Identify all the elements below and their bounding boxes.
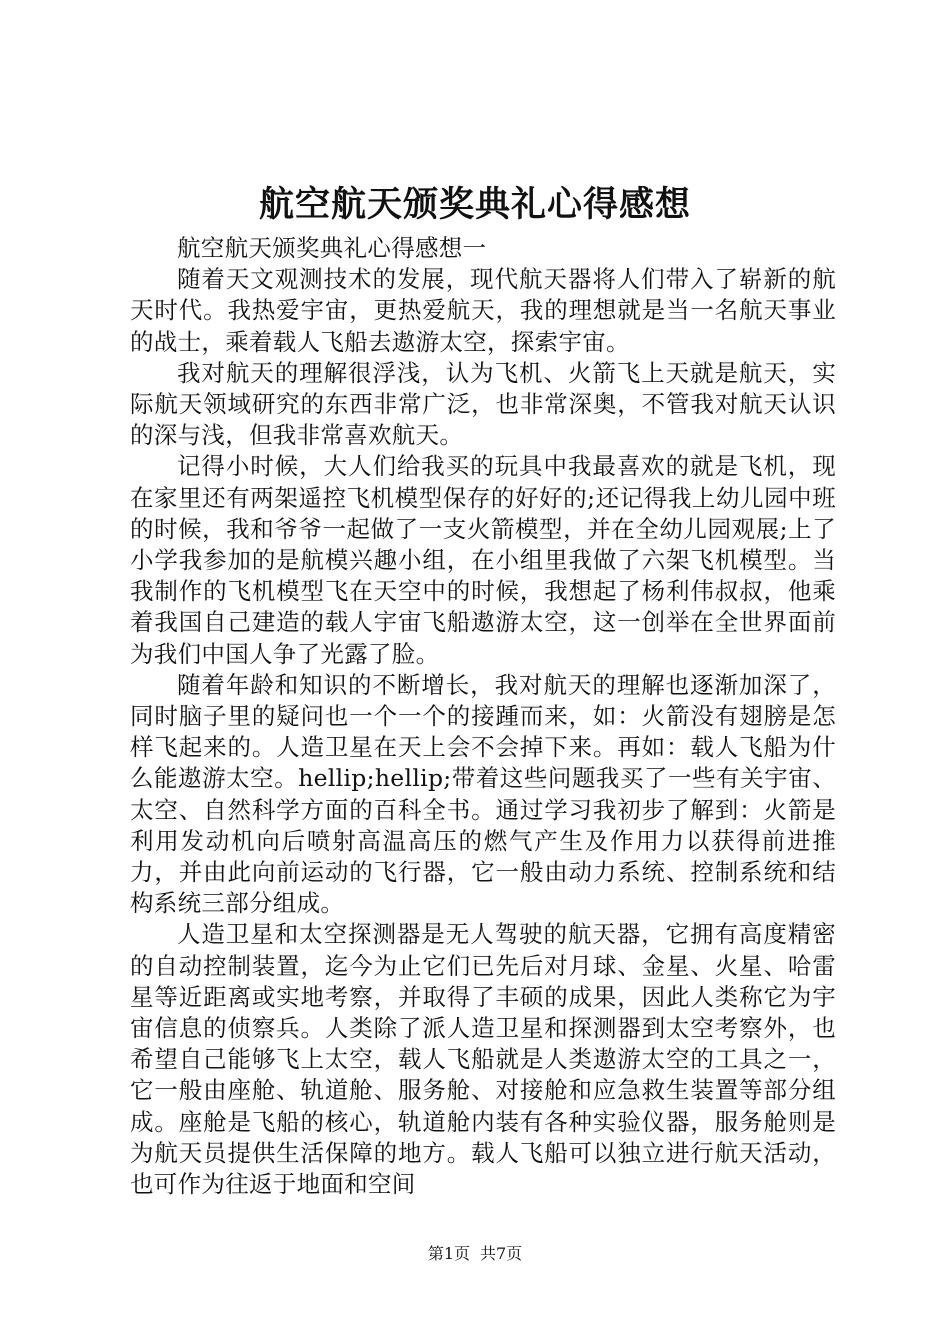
- paragraph: 记得小时候，大人们给我买的玩具中我最喜欢的就是飞机，现在家里还有两架遥控飞机模型保存的好好的;还记得我上幼儿园中班的时候，我和爷爷一起做了一支火箭模型，并在全幼儿园观展;上了小学我参加的是航模兴趣小组，在小组里我做了六架飞机模型。当我制作的飞机模型飞在天空中的时候，我想起了杨利伟叔叔，他乘着我国自己建造的载人宇宙飞船遨游太空，这一创举在全世界面前为我们中国人争了光露了脸。: [130, 452, 836, 668]
- document-title: 航空航天颁奖典礼心得感想: [258, 184, 691, 225]
- page-number-current: 第1页: [427, 1244, 470, 1263]
- page-number-total: 共7页: [480, 1244, 523, 1263]
- paragraph-subtitle: 航空航天颁奖典礼心得感想一: [177, 234, 487, 262]
- document-body: [130, 233, 836, 1200]
- page-footer: [0, 1243, 950, 1265]
- paragraph: 我对航天的理解很浮浅，认为飞机、火箭飞上天就是航天，实际航天领域研究的东西非常广泛，也非常深奥，不管我对航天认识的深与浅，但我非常喜欢航天。: [130, 358, 836, 450]
- paragraph: 随着天文观测技术的发展，现代航天器将人们带入了崭新的航天时代。我热爱宇宙，更热爱航天，我的理想就是当一名航天事业的战士，乘着载人飞船去遨游太空，探索宇宙。: [130, 265, 836, 356]
- paragraph: 人造卫星和太空探测器是无人驾驶的航天器，它拥有高度精密的自动控制装置，迄今为止它们已先后对月球、金星、火星、哈雷星等近距离或实地考察，并取得了丰硕的成果，因此人类称它为宇宙信息的侦察兵。人类除了派人造卫星和探测器到太空考察外，也希望自己能够飞上太空，载人飞船就是人类遨游太空的工具之一，它一般由座舱、轨道舱、服务舱、对接舱和应急救生装置等部分组成。座舱是飞船的核心，轨道舱内装有各种实验仪器，服务舱则是为航天员提供生活保障的地方。载人飞船可以独立进行航天活动，也可作为往返于地面和空间: [130, 920, 836, 1199]
- paragraph: 随着年龄和知识的不断增长，我对航天的理解也逐渐加深了，同时脑子里的疑问也一个一个的接踵而来，如：火箭没有翅膀是怎样飞起来的。人造卫星在天上会不会掉下来。再如：载人飞船为什么能遨游太空。hellip;hellip;带着这些问题我买了一些有关宇宙、太空、自然科学方面的百科全书。通过学习我初步了解到：火箭是利用发动机向后喷射高温高压的燃气产生及作用力以获得前进推力，并由此向前运动的飞行器，它一般由动力系统、控制系统和结构系统三部分组成。: [130, 670, 836, 918]
